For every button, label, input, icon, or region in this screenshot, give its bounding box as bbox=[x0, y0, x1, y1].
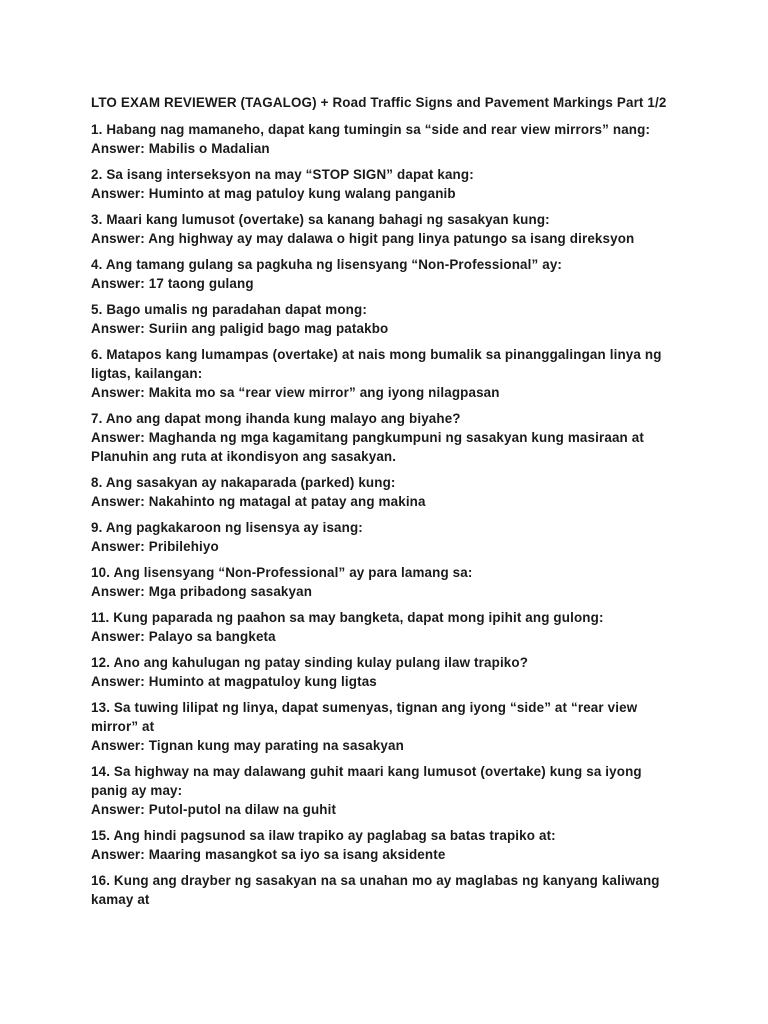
question-text: 10. Ang lisensyang “Non-Professional” ay para lamang sa: bbox=[91, 565, 473, 580]
qa-item bbox=[91, 563, 681, 601]
question-text: 14. Sa highway na may dalawang guhit maari kang lumusot (overtake) kung sa iyong panig ay may: bbox=[91, 764, 642, 798]
answer-text: Answer: Mga pribadong sasakyan bbox=[91, 584, 313, 599]
qa-item bbox=[91, 518, 681, 556]
question-text: 7. Ano ang dapat mong ihanda kung malayo ang biyahe? bbox=[91, 411, 461, 426]
answer-text: Answer: Putol-putol na dilaw na guhit bbox=[91, 802, 337, 817]
answer-text: Answer: Pribilehiyo bbox=[91, 539, 219, 554]
answer-text: Answer: Palayo sa bangketa bbox=[91, 629, 276, 644]
question-text: 1. Habang nag mamaneho, dapat kang tumingin sa “side and rear view mirrors” nang: bbox=[91, 122, 651, 137]
question-text: 13. Sa tuwing lilipat ng linya, dapat sumenyas, tignan ang iyong “side” at “rear view mirror” at bbox=[91, 700, 638, 734]
qa-item bbox=[91, 210, 681, 248]
question-text: 9. Ang pagkakaroon ng lisensya ay isang: bbox=[91, 520, 363, 535]
answer-text: Answer: Mabilis o Madalian bbox=[91, 141, 270, 156]
qa-item bbox=[91, 165, 681, 203]
qa-item bbox=[91, 698, 681, 755]
answer-text: Answer: Makita mo sa “rear view mirror” ang iyong nilagpasan bbox=[91, 385, 500, 400]
answer-text: Answer: Maghanda ng mga kagamitang pangkumpuni ng sasakyan kung masiraan at bbox=[91, 430, 644, 445]
answer-text: Answer: Ang highway ay may dalawa o higit pang linya patungo sa isang direksyon bbox=[91, 231, 635, 246]
document-title: LTO EXAM REVIEWER (TAGALOG) + Road Traffic Signs and Pavement Markings Part 1/2 bbox=[91, 95, 667, 110]
question-text: 4. Ang tamang gulang sa pagkuha ng lisensyang “Non-Professional” ay: bbox=[91, 257, 563, 272]
answer-text: Answer: Nakahinto ng matagal at patay ang makina bbox=[91, 494, 426, 509]
qa-item bbox=[91, 762, 681, 819]
answer-text: Answer: Huminto at magpatuloy kung ligtas bbox=[91, 674, 377, 689]
qa-list bbox=[91, 120, 681, 909]
question-text: 8. Ang sasakyan ay nakaparada (parked) kung: bbox=[91, 475, 396, 490]
answer-text: Answer: 17 taong gulang bbox=[91, 276, 254, 291]
question-text: 12. Ano ang kahulugan ng patay sinding kulay pulang ilaw trapiko? bbox=[91, 655, 529, 670]
answer-text: Answer: Tignan kung may parating na sasakyan bbox=[91, 738, 404, 753]
question-text: 16. Kung ang drayber ng sasakyan na sa unahan mo ay maglabas ng kanyang kaliwang kamay at bbox=[91, 873, 660, 907]
answer-text: Answer: Suriin ang paligid bago mag patakbo bbox=[91, 321, 389, 336]
qa-item bbox=[91, 473, 681, 511]
question-text: 2. Sa isang interseksyon na may “STOP SIGN” dapat kang: bbox=[91, 167, 474, 182]
document-page bbox=[91, 93, 681, 916]
qa-item bbox=[91, 653, 681, 691]
qa-item bbox=[91, 826, 681, 864]
qa-item bbox=[91, 120, 681, 158]
question-text: 11. Kung paparada ng paahon sa may bangketa, dapat mong ipihit ang gulong: bbox=[91, 610, 604, 625]
qa-item bbox=[91, 300, 681, 338]
question-text: 5. Bago umalis ng paradahan dapat mong: bbox=[91, 302, 367, 317]
question-text: 3. Maari kang lumusot (overtake) sa kanang bahagi ng sasakyan kung: bbox=[91, 212, 550, 227]
question-text: 6. Matapos kang lumampas (overtake) at nais mong bumalik sa pinanggalingan linya ng ligtas, kailangan: bbox=[91, 347, 662, 381]
answer-text: Planuhin ang ruta at ikondisyon ang sasakyan. bbox=[91, 449, 397, 464]
qa-item bbox=[91, 871, 681, 909]
qa-item bbox=[91, 409, 681, 466]
answer-text: Answer: Maaring masangkot sa iyo sa isang aksidente bbox=[91, 847, 446, 862]
answer-text: Answer: Huminto at mag patuloy kung walang panganib bbox=[91, 186, 456, 201]
qa-item bbox=[91, 345, 681, 402]
qa-item bbox=[91, 608, 681, 646]
qa-item bbox=[91, 255, 681, 293]
question-text: 15. Ang hindi pagsunod sa ilaw trapiko ay paglabag sa batas trapiko at: bbox=[91, 828, 556, 843]
